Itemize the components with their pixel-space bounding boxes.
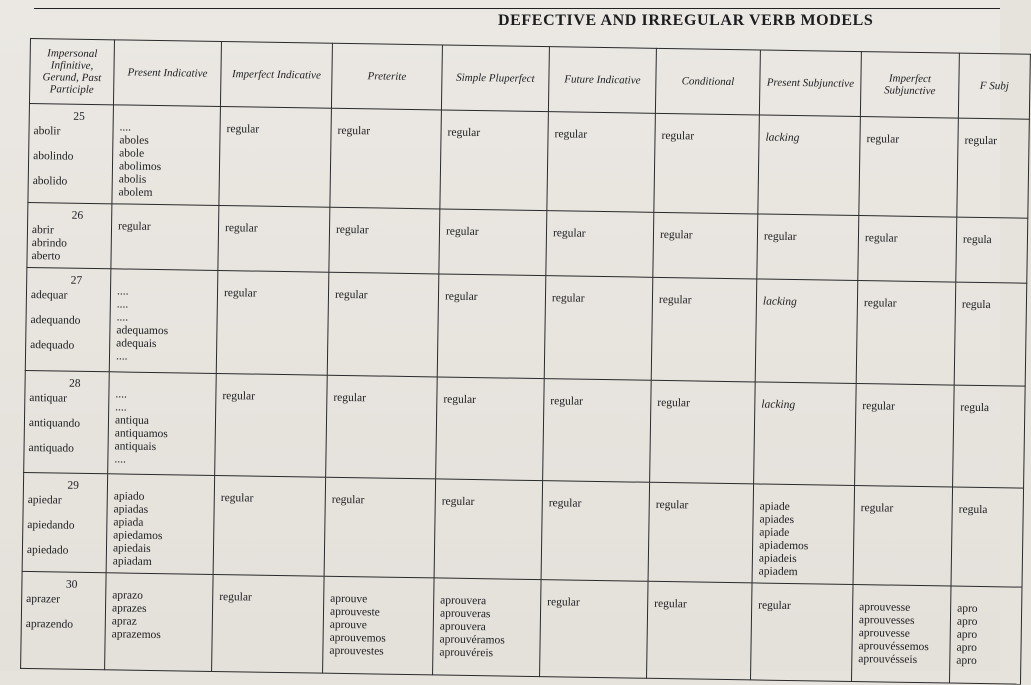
cell-simple-pluperfect [436, 377, 545, 481]
participle: antiquado [28, 442, 75, 455]
form-text: aprouvésseis [858, 653, 918, 667]
cell-imperfect-indicative [215, 373, 328, 477]
form-text: abolem [118, 186, 153, 199]
form-text: regula [961, 298, 991, 312]
table-row [22, 472, 1023, 587]
verb-forms-cell [28, 103, 114, 203]
form-text: adequais [116, 337, 157, 351]
form-text: regular [964, 134, 998, 148]
cell-present-indicative [112, 105, 221, 206]
participle: abolido [32, 175, 68, 188]
form-text: aprouveras [439, 607, 491, 621]
form-text: regular [447, 126, 481, 140]
cell-future-indicative [546, 211, 654, 278]
form-text: regula [962, 233, 992, 247]
form-text: antiquais [114, 440, 157, 454]
form-text: .... [115, 401, 127, 414]
form-text: regular [661, 129, 695, 143]
infinitive: abolir [33, 125, 61, 138]
form-text: apiadam [112, 555, 152, 568]
cell-imperfect-subjunctive [858, 216, 957, 283]
cell-conditional [647, 581, 753, 680]
form-text: aprouvemos [329, 631, 386, 645]
cell-imperfect-indicative [212, 574, 325, 673]
form-text: aprouvesse [859, 601, 911, 614]
form-text: regular [223, 287, 257, 300]
form-text: apro [956, 641, 978, 654]
form-text: adequamos [116, 324, 169, 338]
cell-present-indicative [109, 269, 218, 374]
cell-imperfect-indicative [213, 475, 326, 576]
cell-preterite [323, 576, 435, 675]
cell-future-subjunctive [954, 282, 1027, 386]
form-text: aprouvera [440, 594, 487, 608]
form-text: regular [758, 599, 791, 613]
form-text: regular [862, 400, 895, 413]
model-number: 30 [65, 578, 78, 591]
col-header-future-indicative: Future Indicative [548, 47, 656, 114]
verb-forms-cell [25, 267, 111, 371]
cell-present-subjunctive [752, 484, 855, 585]
form-text: regular [337, 124, 371, 138]
form-text: aprouvestes [329, 644, 384, 658]
form-text: regular [763, 230, 797, 244]
form-text: regula [958, 503, 988, 517]
cell-simple-pluperfect [440, 110, 549, 211]
cell-present-subjunctive [754, 382, 857, 486]
model-number: 26 [71, 209, 84, 222]
form-text: aprouve [330, 592, 368, 606]
cell-future-indicative [540, 580, 649, 679]
form-text: apro [956, 615, 978, 628]
form-text: apro [957, 602, 978, 615]
col-header-simple-pluperfect: Simple Pluperfect [441, 45, 549, 112]
form-text: regular [226, 123, 260, 136]
form-text: regular [335, 223, 369, 237]
form-text: antiqua [114, 414, 149, 427]
cell-preterite [329, 207, 440, 274]
page-title: DEFECTIVE AND IRREGULAR VERB MODELS [498, 12, 874, 29]
model-number: 28 [68, 377, 81, 390]
cell-present-indicative [108, 372, 217, 476]
form-text: aprazo [112, 589, 144, 602]
form-text: aprouve [329, 618, 367, 632]
form-text: apiades [759, 513, 795, 527]
cell-preterite [327, 272, 439, 377]
form-text: lacking [761, 398, 796, 412]
form-text: aprouvera [439, 620, 486, 634]
form-text: aprouveste [329, 605, 380, 619]
infinitive: aprazer [26, 593, 61, 606]
form-text: aboles [119, 134, 149, 147]
form-text: apiado [113, 490, 145, 503]
form-text: .... [116, 298, 129, 311]
table-row [25, 267, 1026, 386]
verb-forms-cell [24, 370, 110, 473]
form-text: lacking [762, 295, 797, 309]
form-text: regular [445, 225, 479, 239]
cell-preterite [324, 477, 436, 578]
form-text: apiade [759, 526, 790, 539]
cell-present-subjunctive [758, 115, 861, 216]
form-text: regular [860, 502, 894, 515]
model-number: 25 [73, 110, 85, 123]
form-text: antiquamos [114, 427, 168, 441]
cell-present-indicative [106, 474, 215, 575]
form-text: .... [116, 311, 129, 324]
infinitive: abrir [31, 224, 54, 237]
form-text: regular [658, 293, 692, 307]
col-header-future-subjunctive: F Subj [958, 53, 1030, 119]
infinitive: antiquar [29, 392, 68, 405]
form-text: aprouvéreis [439, 646, 494, 660]
gerund: abolindo [33, 150, 74, 163]
gerund: aprazendo [25, 618, 74, 631]
cell-present-subjunctive [751, 583, 854, 682]
cell-imperfect-indicative [216, 270, 329, 375]
verb-forms-cell [27, 202, 112, 268]
form-text: .... [115, 388, 128, 401]
cell-future-indicative [541, 481, 650, 582]
form-text: .... [115, 350, 128, 363]
verb-table [20, 38, 1031, 685]
participle: adequado [30, 339, 75, 352]
col-header-imperfect-indicative: Imperfect Indicative [220, 42, 332, 109]
cell-conditional [648, 482, 754, 583]
form-text: .... [116, 285, 129, 298]
form-text: apraz [111, 615, 137, 628]
form-text: apro [956, 628, 978, 641]
cell-imperfect-subjunctive [859, 117, 959, 218]
form-text: lacking [765, 131, 800, 145]
participle: aberto [31, 250, 61, 263]
form-text: .... [114, 453, 126, 466]
form-text: regula [960, 401, 990, 415]
form-text: apiada [113, 516, 144, 529]
cell-present-subjunctive [755, 279, 858, 384]
cell-present-subjunctive [757, 214, 859, 281]
col-header-present-indicative: Present Indicative [113, 40, 221, 107]
col-header-conditional: Conditional [655, 48, 760, 115]
form-text: regular [334, 288, 368, 302]
cell-future-indicative [544, 276, 653, 381]
col-header-imperfect-subjunctive: Imperfect Subjunctive [860, 52, 959, 119]
form-text: aprazemos [111, 628, 161, 642]
form-text: regular [552, 227, 586, 240]
form-text: regular [655, 498, 689, 512]
verb-forms-cell [22, 472, 108, 572]
form-text: apro [956, 654, 977, 667]
form-text: regular [554, 128, 588, 141]
col-header-infinitive: Impersonal Infinitive, Gerund, Past Participle [29, 39, 114, 105]
form-text: apiadem [758, 565, 798, 579]
cell-imperfect-indicative [219, 106, 332, 207]
form-text: apiadeis [758, 552, 797, 566]
cell-future-indicative [547, 112, 656, 213]
table-row [21, 571, 1022, 684]
gerund: abrindo [31, 237, 68, 250]
form-text: regular [219, 591, 252, 604]
form-text: regular [654, 597, 687, 611]
form-text: regular [657, 396, 691, 410]
cell-present-indicative [111, 204, 219, 271]
form-text: regular [224, 222, 258, 235]
form-text: regular [117, 220, 151, 233]
gerund: apiedando [27, 519, 75, 532]
cell-imperfect-subjunctive [856, 281, 956, 386]
cell-future-indicative [543, 379, 652, 483]
gerund: adequando [30, 314, 81, 327]
form-text: abolis [118, 173, 147, 186]
cell-conditional [654, 113, 760, 214]
cell-imperfect-indicative [218, 205, 330, 272]
page-top-rule [34, 8, 1000, 9]
col-header-preterite: Preterite [331, 43, 442, 110]
cell-conditional [650, 380, 756, 484]
form-text: regular [863, 297, 897, 310]
form-text: regular [864, 232, 898, 245]
cell-simple-pluperfect [433, 578, 542, 677]
cell-future-subjunctive [951, 487, 1024, 587]
form-text: regular [331, 493, 365, 507]
form-text: regular [333, 391, 367, 405]
form-text: .... [119, 121, 132, 134]
verb-forms-cell [21, 571, 107, 669]
form-text: apiadas [113, 503, 149, 516]
form-text: apiedamos [113, 529, 163, 543]
cell-imperfect-subjunctive [853, 486, 953, 587]
cell-simple-pluperfect [439, 209, 547, 276]
cell-future-subjunctive [957, 118, 1030, 218]
table-row [24, 370, 1025, 488]
participle: apiedado [26, 544, 69, 557]
form-text: aprouvesses [858, 614, 915, 627]
cell-preterite [326, 375, 438, 479]
form-text: apiademos [759, 539, 809, 553]
form-text: regular [222, 390, 256, 403]
cell-future-subjunctive [949, 586, 1022, 684]
cell-imperfect-subjunctive [855, 384, 955, 488]
form-text: aprouvéramos [439, 633, 505, 647]
cell-simple-pluperfect [437, 274, 546, 379]
form-text: apiade [759, 500, 790, 513]
form-text: regular [548, 497, 582, 510]
form-text: aprouvéssemos [858, 640, 929, 654]
cell-present-indicative [105, 573, 214, 672]
cell-imperfect-subjunctive [851, 584, 951, 683]
form-text: regular [659, 228, 693, 242]
form-text: abolimos [118, 160, 162, 174]
table-row [28, 103, 1029, 218]
form-text: regular [547, 596, 580, 609]
infinitive: adequar [30, 289, 68, 302]
form-text: aprouvesse [858, 627, 910, 640]
model-number: 27 [70, 274, 83, 287]
cell-preterite [330, 108, 442, 209]
form-text: regular [550, 395, 584, 408]
cell-conditional [651, 277, 757, 382]
form-text: apiedais [112, 542, 151, 555]
col-header-present-subjunctive: Present Subjunctive [759, 50, 861, 117]
form-text: regular [551, 292, 585, 305]
form-text: regular [866, 133, 900, 146]
form-text: regular [441, 495, 475, 509]
infinitive: apiedar [27, 494, 62, 507]
form-text: abole [119, 147, 145, 160]
cell-future-subjunctive [956, 217, 1028, 283]
cell-future-subjunctive [953, 385, 1026, 488]
form-text: regular [443, 393, 477, 407]
form-text: regular [220, 492, 254, 505]
gerund: antiquando [28, 417, 81, 430]
form-text: aprazes [111, 602, 147, 615]
cell-simple-pluperfect [434, 479, 543, 580]
form-text: regular [444, 290, 478, 304]
cell-conditional [653, 212, 758, 279]
model-number: 29 [67, 479, 80, 492]
